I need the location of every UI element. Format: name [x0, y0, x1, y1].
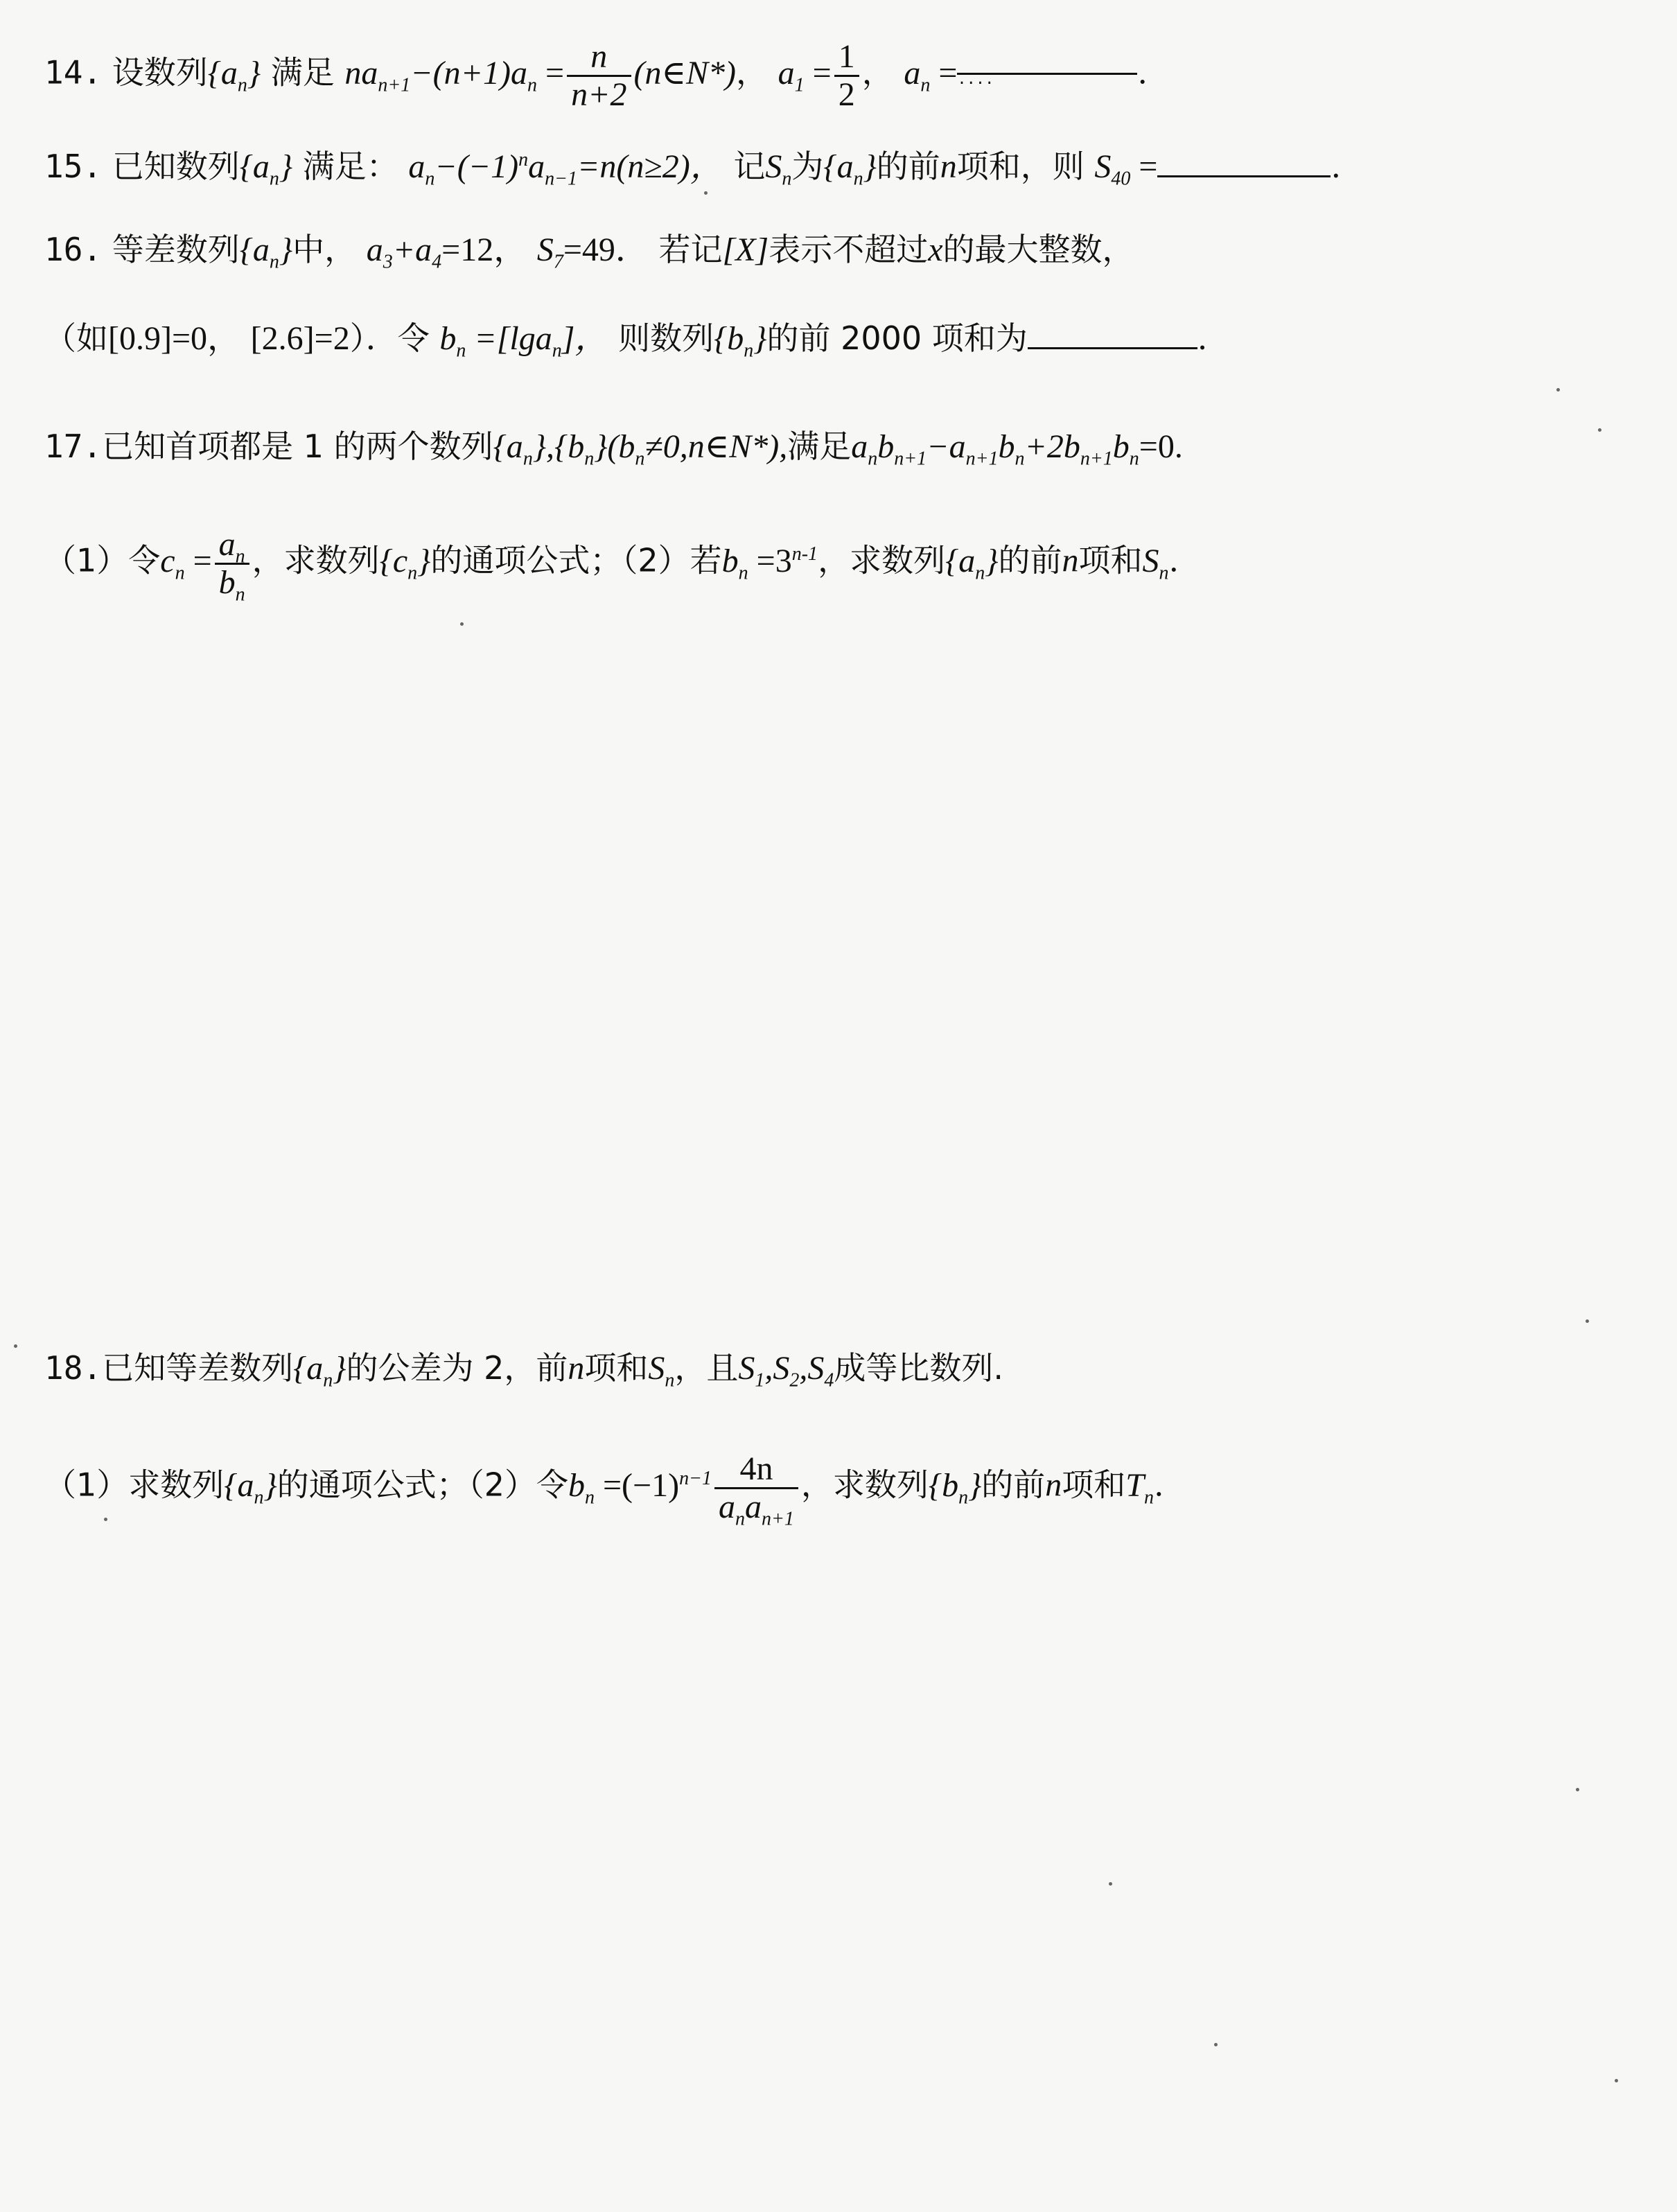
geometric-terms: $S_1,S_2,S_4$ [738, 1350, 834, 1392]
question-number: 14. [44, 53, 103, 91]
definition-formula: $b_n =(-1)^{n-1}$ $\frac{4n}{a_na_{n+1}}$ [568, 1467, 801, 1504]
answer-blank[interactable] [1028, 326, 1197, 349]
definition-formula: $b_n =3^{n-1}$ [721, 542, 818, 584]
question-17: 17.已知首项都是 1 的两个数列$\{a_n\},\{b_n\}(b_n\ne 0,n\in N*)$,满足$a_nb_{n+1}-a_{n+1}b_n+2b_{n+1}b_n=0$. [44, 428, 1183, 470]
scan-speck [1615, 2079, 1618, 2082]
fraction: $\frac{1}{2}$ [834, 39, 859, 113]
question-18: 18.已知等差数列$\{a_n\}$的公差为 2，前n项和$S_n$，且$S_1,S_2,S_4$成等比数列. [44, 1349, 1004, 1392]
scan-speck [1598, 428, 1601, 432]
question-14: 14. 设数列$\{a_n\}$ 满足 $na_{n+1}-(n+1)a_n$ = $\frac{n}{n+2}$ (n∈N*)， $a_1$ = $\frac{1}{2}$ ， $a_n$ =.... . [44, 38, 1148, 113]
fraction: $\frac{n}{n+2}$ [567, 39, 631, 113]
part-label: （1）求数列 [44, 1466, 225, 1504]
scan-speck [704, 191, 708, 195]
sequence-symbol: $\{a_n\}$ [293, 1350, 346, 1392]
question-number: 18. [44, 1349, 103, 1387]
recurrence-formula: $a_nb_{n+1}-a_{n+1}b_n+2b_{n+1}b_n=0$. [851, 428, 1183, 470]
answer-blank[interactable]: .... [957, 52, 1137, 75]
question-number: 16. [44, 231, 103, 268]
recurrence-formula: $na_{n+1}-(n+1)a_n$ = $\frac{n}{n+2}$ (n∈N*) [344, 38, 737, 113]
question-17-parts: （1）令$c_n$ = $\frac{a_n}{b_n}$ ，求数列$\{c_n\}$的通项公式；（2）若$b_n =3^{n-1}$，求数列$\{a_n\}$的前n项和$S_n$. [44, 526, 1179, 606]
recurrence-formula: $a_n-(-1)^na_{n-1}=n(n\ge 2)$， [408, 148, 723, 190]
question-text: 已知等差数列 [102, 1349, 294, 1387]
question-text: 等差数列 [112, 231, 240, 268]
question-16-line2: （如[0.9]=0， [2.6]=2）．令 $b_n =[\lg a_n]$， 则数列$\{b_n\}$的前 2000 项和为 . [44, 319, 1208, 362]
scan-speck [1109, 1882, 1112, 1886]
question-number: 15. [44, 148, 103, 185]
question-text: 设数列 [112, 53, 208, 91]
part-label: （2）令 [468, 1466, 568, 1504]
part-label: （1）令 [44, 541, 161, 579]
part-label: （2）若 [622, 541, 722, 579]
question-18-parts: （1）求数列$\{a_n\}$的通项公式；（2）令$b_n =(-1)^{n-1}$ $\frac{4n}{a_na_{n+1}}$ ，求数列$\{b_n\}$的前n项和$T_n$. [44, 1450, 1164, 1530]
sequence-symbol: $\{a_n\}$ [239, 148, 293, 190]
definition-formula: $b_n =[\lg a_n]$， [439, 320, 608, 362]
example-floor: [2.6]=2 [250, 320, 350, 357]
scan-speck [104, 1518, 107, 1521]
scan-speck [1586, 1319, 1589, 1323]
answer-target: $a_n$ = [904, 54, 958, 96]
fraction: $\frac{a_n}{b_n}$ [215, 527, 249, 601]
answer-blank[interactable] [1157, 155, 1331, 177]
scan-speck [1576, 1788, 1579, 1791]
question-text: 满足： [302, 148, 398, 185]
question-text: 已知首项都是 1 的两个数列 [102, 428, 493, 465]
example-floor: [0.9]=0， [108, 320, 241, 357]
condition-formula: $S_7=49$． [536, 231, 649, 273]
question-number: 17. [44, 428, 103, 465]
definition-formula: $c_n$ = $\frac{a_n}{b_n}$ [160, 543, 252, 579]
question-16: 16. 等差数列$\{a_n\}$中， $a_3+a_4=12$， $S_7=49$． 若记[X]表示不超过x的最大整数， [44, 231, 1134, 273]
answer-target: $S_{40}$ = [1094, 148, 1158, 190]
fraction: $\frac{4n}{a_na_{n+1}}$ [714, 1451, 798, 1525]
scan-speck [1214, 2043, 1218, 2046]
sequence-symbol: $\{a_n\}$ [239, 231, 293, 273]
initial-value: $a_1$ = $\frac{1}{2}$ [778, 55, 862, 91]
condition-formula: $a_3+a_4=12$， [366, 231, 527, 273]
question-15: 15. 已知数列$\{a_n\}$ 满足： $a_n-(-1)^na_{n-1}=n(n\ge 2)$， 记$S_n$为$\{a_n\}$的前n项和，则 $S_{40}$ = . [44, 148, 1342, 190]
sequence-symbol: $\{a_n\}$ [207, 54, 261, 96]
question-text: 满足 [270, 53, 335, 91]
question-text: 已知数列 [112, 148, 240, 185]
scan-speck [1556, 388, 1560, 392]
scan-speck [460, 622, 464, 626]
sequence-symbols: $\{a_n\},\{b_n\}(b_n\ne 0,n\in N*)$, [493, 428, 788, 470]
scan-speck [14, 1344, 17, 1348]
